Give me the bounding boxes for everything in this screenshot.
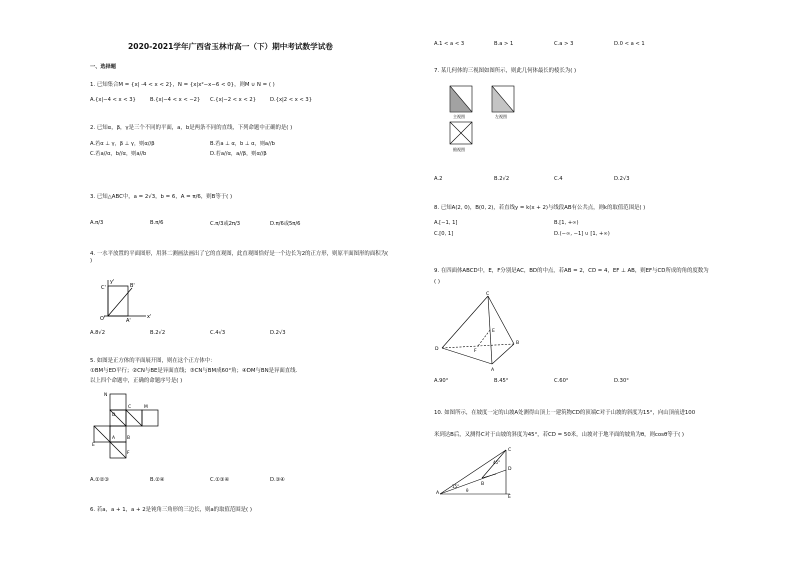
q7-label-top-view: 俯视图 [453, 147, 465, 152]
q6-option-b[interactable]: B.a > 1 [494, 41, 514, 47]
q4-option-b[interactable]: B.2√2 [150, 330, 166, 336]
q9-label-f: F [474, 349, 477, 354]
q7-three-view-figure [448, 84, 548, 164]
q5-option-a[interactable]: A.①②③ [90, 477, 110, 483]
q2-option-d[interactable]: D.若a//α，a//β，则α//β [210, 151, 267, 157]
q3-stem: 3. 已知△ABC中，a = 2√3，b = 6，A = π/6，则B等于( ) [90, 194, 233, 200]
q9-label-d: D [435, 347, 439, 352]
q4-figure [94, 278, 154, 322]
q6-option-c[interactable]: C.a > 3 [554, 41, 574, 47]
q10-label-angle-15: 15° [452, 484, 460, 489]
q1-option-b[interactable]: B.{x|−4 < x < −2} [150, 97, 201, 103]
q2-stem: 2. 已知α，β，γ是三个不同的平面，a，b是两条不同的直线，下列命题中正确的是( ) [90, 125, 293, 131]
q9-option-a[interactable]: A.90° [434, 378, 449, 384]
q10-label-a: A [436, 491, 440, 496]
q3-option-c[interactable]: C.π/3或2π/3 [210, 221, 241, 227]
q1-stem: 1. 已知集合M = {x| -4 < x < 2}，N = {x|x²−x−6 < 0}，则M ∪ N = ( ) [90, 82, 275, 88]
q8-option-c[interactable]: C.[0, 1] [434, 231, 454, 237]
q4-label-c: C' [101, 285, 106, 291]
q4-label-b: B' [130, 283, 135, 289]
q4-label-o: O' [100, 316, 106, 322]
q7-label-front-view: 主视图 [453, 114, 465, 119]
q3-option-b[interactable]: B.π/6 [150, 220, 164, 226]
right-column [432, 0, 792, 562]
q3-option-a[interactable]: A.π/3 [90, 220, 104, 226]
q9-label-a: A [491, 368, 495, 373]
q5-option-c[interactable]: C.①③④ [210, 477, 230, 483]
q1-option-d[interactable]: D.{x|2 < x < 3} [270, 97, 313, 103]
q5-label-c: C [128, 405, 132, 410]
q10-line1: 10. 如图所示，在坡度一定的山坡A处测得山顶上一建筑物CD的顶端C对于山坡的斜度为15°，向山顶前进100 [434, 410, 696, 416]
q8-option-b[interactable]: B.[1, +∞) [554, 220, 579, 226]
q9-label-e: E [492, 329, 495, 334]
q2-option-b[interactable]: B.若a ⊥ α，b ⊥ α，则a//b [210, 141, 275, 147]
q8-option-d[interactable]: D.(−∞, −1] ∪ [1, +∞) [554, 231, 610, 237]
q8-option-a[interactable]: A.[−1, 1] [434, 220, 458, 226]
q9-tetrahedron-figure [434, 292, 530, 372]
q5-label-b: B [127, 436, 131, 441]
left-column [88, 0, 408, 562]
q10-label-theta: θ [466, 488, 469, 493]
q4-label-y: y' [110, 279, 115, 285]
q5-label-m: M [144, 405, 148, 410]
q7-label-side-view: 左视图 [495, 114, 507, 119]
q4-option-a[interactable]: A.8√2 [90, 330, 106, 336]
q6-option-a[interactable]: A.1 < a < 3 [434, 41, 465, 47]
q5-line2: ①BM与ED平行；②CN与BE是异面直线；③CN与BM成60°角；④DM与BN是异面直线. [90, 368, 298, 374]
q5-label-n: N [104, 393, 108, 398]
q4-option-c[interactable]: C.4√3 [210, 330, 226, 336]
q10-line2: 米到达B后，又测得C对于山坡的斜度为45°，若CD = 50米，山坡对于地平面的坡角为θ，则cosθ等于( ) [434, 432, 684, 438]
q2-option-a[interactable]: A.若α ⊥ γ，β ⊥ γ，则α//β [90, 141, 155, 147]
q4-label-a: A' [126, 318, 131, 324]
q10-label-b: B [481, 482, 485, 487]
q5-option-b[interactable]: B.②④ [150, 477, 165, 483]
q5-line3: 以上四个命题中，正确的命题序号是( ) [90, 378, 183, 384]
q5-option-d[interactable]: D.③④ [270, 477, 285, 483]
q7-option-a[interactable]: A.2 [434, 176, 443, 182]
q4-label-x: x' [147, 314, 152, 320]
q5-label-a: A [112, 436, 116, 441]
q4-option-d[interactable]: D.2√3 [270, 330, 286, 336]
q5-net-figure [94, 390, 194, 462]
q9-option-d[interactable]: D.30° [614, 378, 629, 384]
q10-slope-figure [436, 444, 518, 500]
q2-option-c[interactable]: C.若a//α，b//α，则a//b [90, 151, 147, 157]
q9-label-b: B [516, 341, 520, 346]
q10-label-c: C [508, 448, 512, 453]
q8-stem: 8. 已知A(2, 0)，B(0, 2)，若直线y = k(x + 2)与线段AB有公共点，则k的取值范围是( ) [434, 205, 646, 211]
q4-stem: 4. 一水平放置的平面图形，用斜二测画法画出了它的直观图，此直观图恰好是一个边长为2的正方形，则原平面图形的面积为( ) [90, 251, 389, 265]
q1-option-c[interactable]: C.{x|−2 < x < 2} [210, 97, 256, 103]
q5-label-d: D [112, 413, 116, 418]
q9-option-c[interactable]: C.60° [554, 378, 569, 384]
q10-label-angle-45: 45° [493, 460, 501, 465]
q6-stem: 6. 若a，a + 1，a + 2是钝角三角形的三边长，则a的取值范围是( ) [90, 507, 252, 513]
q1-option-a[interactable]: A.{x|−4 < x < 3} [90, 97, 136, 103]
q9-stem-paren: ( ) [434, 279, 440, 285]
q7-option-d[interactable]: D.2√3 [614, 176, 630, 182]
q7-option-b[interactable]: B.2√2 [494, 176, 510, 182]
section-heading: 一、选择题 [90, 64, 116, 70]
q5-label-e: E [92, 443, 95, 448]
page-title: 2020-2021学年广西省玉林市高一（下）期中考试数学试卷 [128, 42, 333, 51]
q9-label-c: C [486, 292, 490, 297]
q9-stem: 9. 在四面体ABCD中，E，F分别是AC，BD的中点，若AB = 2，CD = 4，EF ⊥ AB，则EF与CD所成的角的度数为 [434, 268, 709, 274]
q5-line1: 5. 如图是正方体的平面展开图，则在这个正方体中： [90, 358, 216, 364]
q6-option-d[interactable]: D.0 < a < 1 [614, 41, 645, 47]
q10-label-e: E [508, 495, 511, 500]
q9-option-b[interactable]: B.45° [494, 378, 509, 384]
q7-option-c[interactable]: C.4 [554, 176, 563, 182]
q10-label-d: D [508, 467, 512, 472]
q5-label-f: F [127, 451, 130, 456]
q3-option-d[interactable]: D.π/6或5π/6 [270, 221, 301, 227]
q7-stem: 7. 某几何体的三视图如图所示，则此几何体最长的棱长为( ) [434, 68, 577, 74]
